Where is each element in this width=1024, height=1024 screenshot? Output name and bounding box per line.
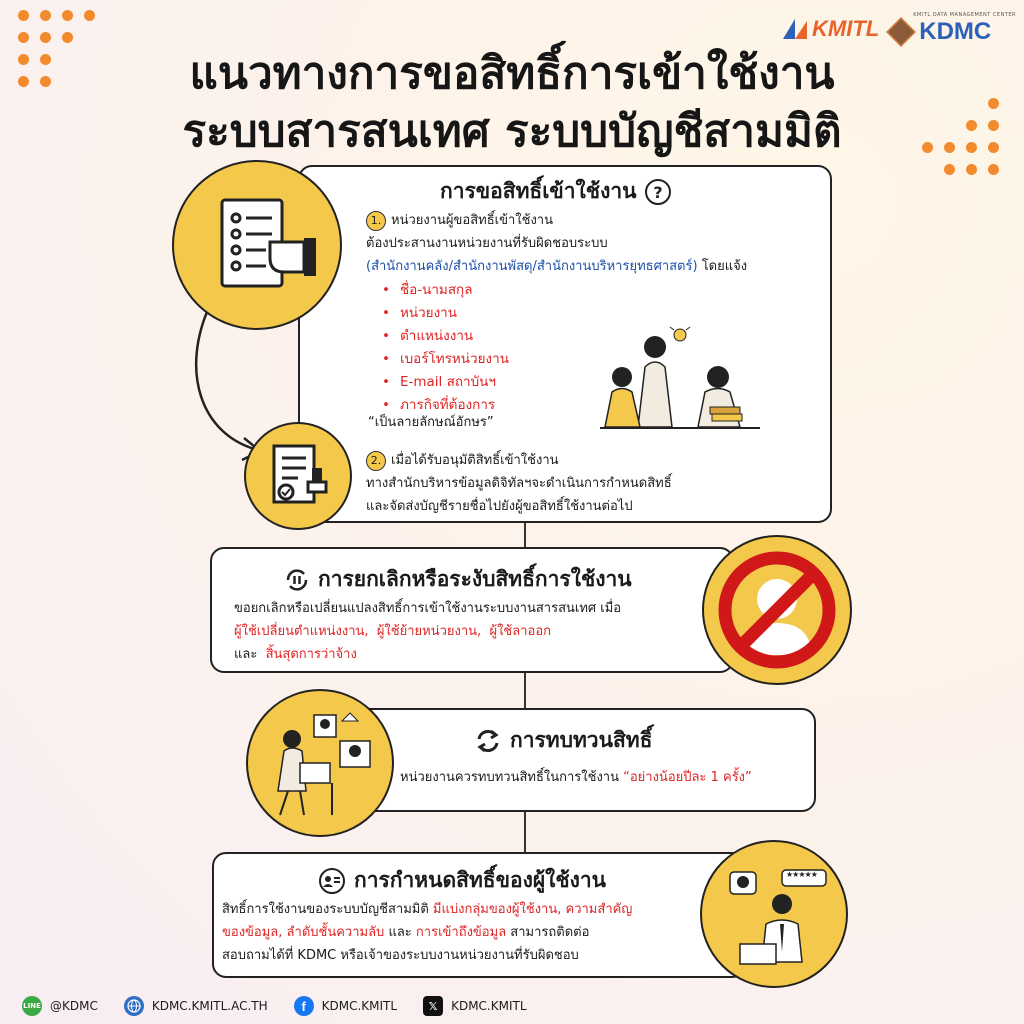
step2-line2: ทางสำนักบริหารข้อมูลดิจิทัลฯจะดำเนินการกำหนดสิทธิ์ bbox=[366, 476, 672, 491]
page-title bbox=[0, 45, 1024, 161]
revoke-case-position: ผู้ใช้เปลี่ยนตำแหน่งงาน, bbox=[234, 624, 369, 639]
list-item: • ชื่อ-นามสกุล bbox=[382, 279, 509, 302]
kdmc-logo bbox=[887, 12, 1016, 46]
permission-illustration-circle bbox=[700, 840, 848, 988]
page-title-line1: แนวทางการขอสิทธิ์การเข้าใช้งาน bbox=[189, 48, 835, 99]
step1-inform: โดยแจ้ง bbox=[701, 259, 748, 274]
refresh-icon bbox=[474, 727, 502, 755]
revoke-case-transfer: ผู้ใช้ย้ายหน่วยงาน, bbox=[376, 624, 482, 639]
line-icon-text: LINE bbox=[23, 1002, 41, 1010]
review-access-text bbox=[400, 766, 752, 789]
no-user-icon bbox=[704, 537, 850, 683]
perm-text-8: สามารถติดต่อ bbox=[510, 925, 590, 940]
revoke-line1: ขอยกเลิกหรือเปลี่ยนแปลงสิทธิ์การเข้าใช้งานระบบงานสารสนเทศ เมื่อ bbox=[234, 601, 622, 616]
revoke-access-heading bbox=[284, 563, 632, 596]
required-info-list bbox=[366, 279, 509, 417]
document-hand-icon bbox=[174, 162, 340, 328]
perm-text-4: ของข้อมูล, bbox=[222, 925, 283, 940]
footer-x-text: KDMC.KMITL bbox=[451, 999, 527, 1013]
globe-icon bbox=[124, 996, 144, 1016]
step1-line1: หน่วยงานผู้ขอสิทธิ์เข้าใช้งาน bbox=[391, 213, 553, 228]
review-access-card bbox=[330, 708, 816, 812]
review-frequency-highlight: “อย่างน้อยปีละ 1 ครั้ง” bbox=[623, 770, 752, 785]
footer-x[interactable] bbox=[423, 996, 526, 1016]
kmitl-mark-icon bbox=[781, 17, 809, 41]
list-item: • เบอร์โทรหน่วยงาน bbox=[382, 348, 509, 371]
kmitl-logo bbox=[781, 16, 879, 42]
user-permission-text bbox=[222, 898, 722, 967]
written-note: “เป็นลายลักษณ์อักษร” bbox=[368, 415, 494, 430]
user-permission-card bbox=[212, 852, 746, 978]
revoke-case-resign: ผู้ใช้ลาออก bbox=[489, 624, 551, 639]
step2-line1: เมื่อได้รับอนุมัติสิทธิ์เข้าใช้งาน bbox=[391, 453, 559, 468]
rating-stars: ★★★★★ bbox=[786, 870, 817, 879]
question-icon bbox=[644, 178, 672, 206]
step1-offices: (สำนักงานคลัง/สำนักงานพัสดุ/สำนักงานบริหารยุทธศาสตร์) bbox=[366, 259, 698, 274]
people-discussion-illustration bbox=[600, 327, 760, 442]
step1-line2: ต้องประสานงานหน่วยงานที่รับผิดชอบระบบ bbox=[366, 236, 608, 251]
review-text: หน่วยงานควรทบทวนสิทธิ์ในการใช้งาน bbox=[400, 770, 619, 785]
prohibited-user-circle bbox=[702, 535, 852, 685]
request-access-title: การขอสิทธิ์เข้าใช้งาน bbox=[440, 179, 637, 203]
perm-text-2: มีแบ่งกลุ่มของผู้ใช้งาน, bbox=[432, 902, 562, 917]
perm-text-1: สิทธิ์การใช้งานของระบบบัญชีสามมิติ bbox=[222, 902, 429, 917]
line-icon bbox=[22, 996, 42, 1016]
logo-area bbox=[781, 12, 1016, 46]
list-item: • หน่วยงาน bbox=[382, 302, 509, 325]
customer-feedback-illustration bbox=[702, 842, 846, 986]
request-access-heading bbox=[440, 175, 672, 208]
step1-text bbox=[366, 209, 826, 278]
revoke-and: และ bbox=[234, 647, 258, 662]
list-item: • ภารกิจที่ต้องการ bbox=[382, 394, 509, 417]
step2-line3: และจัดส่งบัญชีรายชื่อไปยังผู้ขอสิทธิ์ใช้งานต่อไป bbox=[366, 499, 633, 514]
user-permission-heading bbox=[318, 864, 606, 897]
review-access-title: การทบทวนสิทธิ์ bbox=[510, 728, 653, 752]
footer-website[interactable] bbox=[124, 996, 268, 1016]
request-access-card bbox=[298, 165, 832, 523]
kdmc-logo-text: KDMC bbox=[919, 18, 992, 45]
approval-circle bbox=[244, 422, 352, 530]
footer-line-text: @KDMC bbox=[50, 999, 98, 1013]
footer-facebook[interactable] bbox=[294, 996, 397, 1016]
review-access-heading bbox=[474, 724, 652, 757]
footer-line[interactable] bbox=[22, 996, 98, 1016]
revoke-access-title: การยกเลิกหรือระงับสิทธิ์การใช้งาน bbox=[318, 567, 632, 591]
revoke-access-text bbox=[234, 597, 664, 666]
perm-text-6: และ bbox=[388, 925, 412, 940]
document-request-circle bbox=[172, 160, 342, 330]
step2-text bbox=[366, 449, 826, 518]
list-item: • ตำแหน่งงาน bbox=[382, 325, 509, 348]
review-illustration-circle bbox=[246, 689, 394, 837]
footer-facebook-text: KDMC.KMITL bbox=[321, 999, 398, 1013]
step1-number-badge: 1. bbox=[366, 211, 386, 231]
user-id-icon bbox=[318, 867, 346, 895]
user-permission-title: การกำหนดสิทธิ์ของผู้ใช้งาน bbox=[354, 868, 607, 892]
footer-social-bar bbox=[0, 995, 1024, 1017]
page-title-line2: ระบบสารสนเทศ ระบบบัญชีสามมิติ bbox=[182, 106, 842, 157]
footer-website-text: KDMC.KMITL.AC.TH bbox=[151, 999, 268, 1013]
revoke-case-contract-end: สิ้นสุดการว่าจ้าง bbox=[265, 647, 357, 662]
svg-text:?: ? bbox=[653, 182, 664, 202]
kdmc-cube-icon bbox=[886, 17, 916, 47]
perm-text-9: สอบถามได้ที่ KDMC หรือเจ้าของระบบงานหน่วยงานที่รับผิดชอบ bbox=[222, 948, 579, 963]
revoke-access-card bbox=[210, 547, 734, 673]
perm-text-5: ลำดับชั้นความลับ bbox=[286, 925, 385, 940]
facebook-icon: f bbox=[294, 996, 314, 1016]
kdmc-logo-tagline: KMITL DATA MANAGEMENT CENTER bbox=[913, 12, 1016, 18]
kmitl-logo-text: KMITL bbox=[812, 16, 880, 41]
perm-text-3: ความสำคัญ bbox=[565, 902, 633, 917]
x-icon: 𝕏 bbox=[423, 996, 443, 1016]
step2-number-badge: 2. bbox=[366, 451, 386, 471]
pause-cycle-icon bbox=[284, 567, 310, 593]
approved-document-icon bbox=[246, 424, 350, 528]
list-item: • E-mail สถาบันฯ bbox=[382, 371, 509, 394]
perm-text-7: การเข้าถึงข้อมูล bbox=[415, 925, 507, 940]
video-meeting-illustration bbox=[248, 691, 392, 835]
